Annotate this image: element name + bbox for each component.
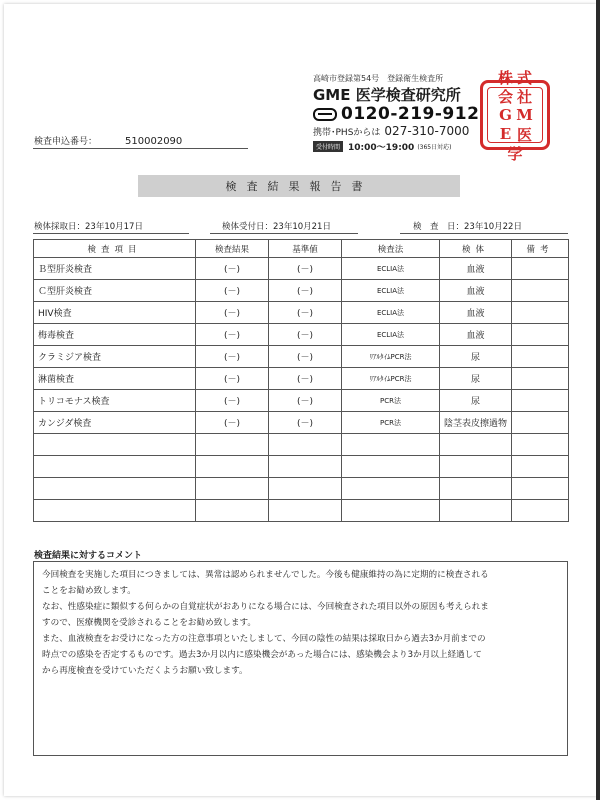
- cell-reference: (－): [269, 324, 342, 346]
- cell-method: [342, 434, 440, 456]
- seal-character: 会: [497, 87, 513, 106]
- cell-result: [196, 434, 269, 456]
- cell-remarks: [512, 324, 569, 346]
- cell-result: (－): [196, 390, 269, 412]
- cell-reference: (－): [269, 280, 342, 302]
- table-row: [34, 412, 569, 434]
- cell-reference: (－): [269, 368, 342, 390]
- cell-method: [342, 456, 440, 478]
- table-row: [34, 324, 569, 346]
- cell-item: [34, 434, 196, 456]
- seal-character: 式: [516, 68, 532, 87]
- phone-row: [313, 104, 479, 124]
- seal-character: 社: [516, 87, 532, 106]
- cell-specimen: 血液: [440, 280, 512, 302]
- comment-line: また、血液検査をお受けになった方の注意事項といたしまして、今回の陰性の結果は採取日から過去3か月前までの: [42, 634, 486, 644]
- table-row: [34, 258, 569, 280]
- cell-remarks: [512, 346, 569, 368]
- cell-result: [196, 456, 269, 478]
- table-row: [34, 302, 569, 324]
- seal-character: 株: [497, 68, 513, 87]
- seal-character: 学: [507, 144, 523, 163]
- header-specimen: 検体: [440, 240, 512, 258]
- hours-note: (365日対応): [417, 144, 452, 151]
- cell-result: (－): [196, 368, 269, 390]
- header-item: 検査項目: [34, 240, 196, 258]
- cell-result: [196, 500, 269, 522]
- table-row: [34, 500, 569, 522]
- cell-specimen: [440, 478, 512, 500]
- cell-specimen: 血液: [440, 258, 512, 280]
- cell-reference: [269, 478, 342, 500]
- header-reference: 基準値: [269, 240, 342, 258]
- hours-row: [313, 140, 451, 153]
- received-date: 検体受付日：23年10月21日: [222, 222, 331, 232]
- cell-reference: (－): [269, 412, 342, 434]
- cell-method: ECLIA法: [342, 302, 440, 324]
- application-underline: [33, 148, 248, 149]
- table-row: [34, 280, 569, 302]
- cell-item: [34, 478, 196, 500]
- cell-specimen: 血液: [440, 302, 512, 324]
- seal-character: G: [499, 106, 512, 124]
- comment-box: [33, 561, 568, 756]
- cell-result: (－): [196, 346, 269, 368]
- table-row: [34, 478, 569, 500]
- results-table: [33, 239, 569, 522]
- phone-number: 0120-219-912: [341, 104, 480, 124]
- cell-result: [196, 478, 269, 500]
- page-edge-shadow: [596, 0, 600, 800]
- cell-item: 梅毒検査: [34, 324, 196, 346]
- cell-item: Ｃ型肝炎検査: [34, 280, 196, 302]
- cell-item: [34, 500, 196, 522]
- application-number-value: 510002090: [125, 136, 183, 147]
- table-row: [34, 434, 569, 456]
- cell-method: ﾘｱﾙﾀｲﾑPCR法: [342, 346, 440, 368]
- collection-date: 検体採取日：23年10月17日: [34, 222, 143, 232]
- cell-method: [342, 478, 440, 500]
- cell-reference: [269, 456, 342, 478]
- cell-method: [342, 500, 440, 522]
- cell-method: ECLIA法: [342, 280, 440, 302]
- freedial-icon: [313, 108, 337, 121]
- cell-specimen: [440, 456, 512, 478]
- mobile-phone-number: 027-310-7000: [384, 124, 470, 138]
- header-remarks: 備考: [512, 240, 569, 258]
- table-row: [34, 456, 569, 478]
- cell-result: (－): [196, 302, 269, 324]
- cell-specimen: [440, 500, 512, 522]
- application-number-row: [34, 134, 182, 147]
- cell-method: ECLIA法: [342, 324, 440, 346]
- cell-method: ECLIA法: [342, 258, 440, 280]
- cell-reference: [269, 500, 342, 522]
- cell-item: HIV検査: [34, 302, 196, 324]
- cell-remarks: [512, 258, 569, 280]
- cell-remarks: [512, 302, 569, 324]
- table-row: [34, 346, 569, 368]
- registration-text: 高崎市登録第54号 登録衛生検査所: [313, 74, 444, 83]
- seal-character: E: [499, 125, 512, 143]
- cell-remarks: [512, 368, 569, 390]
- cell-reference: (－): [269, 302, 342, 324]
- cell-reference: (－): [269, 390, 342, 412]
- cell-remarks: [512, 412, 569, 434]
- mobile-phone-row: [313, 124, 469, 138]
- comment-line: 時点での感染を否定するものです。過去3か月以内に感染機会があった場合には、感染機会より3か月以上経過して: [42, 650, 482, 660]
- cell-remarks: [512, 390, 569, 412]
- comment-line: すので、医療機関を受診されることをお勧め致します。: [42, 618, 256, 628]
- cell-result: (－): [196, 280, 269, 302]
- cell-item: トリコモナス検査: [34, 390, 196, 412]
- mobile-label: 携帯･PHSからは: [313, 128, 381, 138]
- cell-remarks: [512, 500, 569, 522]
- hours-value: 10:00～19:00: [348, 143, 415, 153]
- comment-line: から再度検査を受けていただくようお願い致します。: [42, 666, 248, 676]
- cell-specimen: 尿: [440, 368, 512, 390]
- table-header-row: [34, 240, 569, 258]
- header-method: 検査法: [342, 240, 440, 258]
- cell-item: 淋菌検査: [34, 368, 196, 390]
- comment-line: ことをお勧め致します。: [42, 586, 136, 596]
- cell-result: (－): [196, 324, 269, 346]
- cell-specimen: 尿: [440, 346, 512, 368]
- collection-date-underline: [33, 233, 189, 234]
- received-date-underline: [210, 233, 358, 234]
- cell-specimen: 尿: [440, 390, 512, 412]
- cell-remarks: [512, 280, 569, 302]
- cell-method: ﾘｱﾙﾀｲﾑPCR法: [342, 368, 440, 390]
- table-row: [34, 390, 569, 412]
- test-date-underline: [400, 233, 568, 234]
- cell-specimen: 陰茎表皮擦過物: [440, 412, 512, 434]
- comment-title: 検査結果に対するコメント: [34, 551, 143, 561]
- cell-result: (－): [196, 258, 269, 280]
- cell-specimen: [440, 434, 512, 456]
- comment-line: なお、性感染症に類似する何らかの自覚症状がおありになる場合には、今回検査された項目以外の原因も考えられま: [42, 602, 489, 612]
- cell-method: PCR法: [342, 390, 440, 412]
- header-result: 検査結果: [196, 240, 269, 258]
- cell-remarks: [512, 434, 569, 456]
- test-date: 検 査 日：23年10月22日: [413, 222, 522, 232]
- cell-item: カンジダ検査: [34, 412, 196, 434]
- cell-method: PCR法: [342, 412, 440, 434]
- cell-reference: (－): [269, 258, 342, 280]
- comment-line: 今回検査を実施した項目につきましては、異常は認められませんでした。今後も健康維持の為に定期的に検査される: [42, 570, 489, 580]
- application-number-label: 検査申込番号：: [34, 137, 98, 147]
- cell-specimen: 血液: [440, 324, 512, 346]
- report-title: 検査結果報告書: [138, 175, 460, 197]
- cell-item: クラミジア検査: [34, 346, 196, 368]
- cell-remarks: [512, 456, 569, 478]
- seal-inner: [487, 68, 543, 163]
- seal-character: 医: [516, 125, 532, 144]
- cell-item: [34, 456, 196, 478]
- company-seal-stamp: [480, 68, 550, 163]
- cell-reference: [269, 434, 342, 456]
- lab-name: GME 医学検査研究所: [313, 86, 461, 104]
- seal-character: M: [516, 106, 533, 124]
- cell-reference: (－): [269, 346, 342, 368]
- cell-remarks: [512, 478, 569, 500]
- cell-result: (－): [196, 412, 269, 434]
- hours-badge: 受付時間: [313, 141, 343, 152]
- table-row: [34, 368, 569, 390]
- cell-item: Ｂ型肝炎検査: [34, 258, 196, 280]
